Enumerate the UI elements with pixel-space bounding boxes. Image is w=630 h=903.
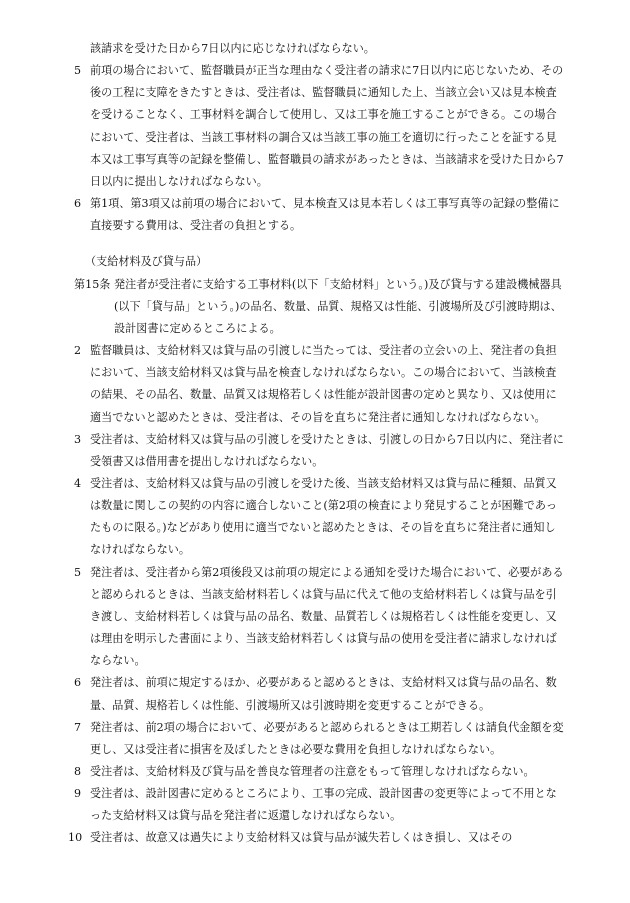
item-text: 発注者は、前2項の場合において、必要があると認められるときは工期若しくは請負代金額を変更し、又は受注者に損害を及ぼしたときは必要な費用を負担しなければならない。: [90, 720, 564, 756]
article-paragraph: [74, 274, 564, 340]
list-item: [74, 783, 564, 827]
list-item: [74, 672, 564, 716]
continuation-text-content: 該請求を受けた日から7日以内に応じなければならない。: [90, 42, 375, 55]
item-number: 3: [74, 432, 82, 446]
document-body: [68, 38, 564, 850]
list-item: [74, 761, 564, 783]
list-item: [74, 340, 564, 429]
item-number: 4: [74, 476, 82, 490]
item-text: 発注者は、受注者から第2項後段又は前項の規定による通知を受けた場合において、必要があると認められるときは、当該支給材料若しくは貸与品に代えて他の支給材料若しくは貸与品を引き渡し、支給材料若しくは貸与品の品名、数量、品質若しくは規格若しくは性能を変更し、又は理由を明示した書面により、当該支給材料若しくは貸与品の使用を受注者に請求しなければならない。: [90, 565, 564, 668]
item-text: 監督職員は、支給材料又は貸与品の引渡しに当たっては、受注者の立会いの上、発注者の負担において、当該支給材料又は貸与品を検査しなければならない。この場合において、当該検査の結果、その品名、数量、品質又は規格若しくは性能が設計図書の定めと異なり、又は使用に適当でないと認めたときは、受注者は、その旨を直ちに発注者に通知しなければならない。: [90, 344, 557, 424]
item-number: 9: [74, 787, 82, 801]
list-item: [74, 60, 564, 193]
item-text: 受注者は、支給材料又は貸与品の引渡しを受けた後、当該支給材料又は貸与品に種類、品質又は数量に関しこの契約の内容に適合しないこと(第2項の検査により発見することが困難であったものに限る。)などがあり使用に適当でないと認めたときは、その旨を直ちに発注者に通知しなければならない。: [90, 476, 557, 557]
item-number: 6: [74, 197, 82, 211]
list-item: [68, 827, 564, 849]
list-item: [74, 429, 564, 473]
item-number: 2: [74, 344, 82, 358]
list-item: [74, 193, 564, 237]
list-item: [74, 562, 564, 673]
item-text: 受注者は、設計図書に定めるところにより、工事の完成、設計図書の変更等によって不用となった支給材料又は貸与品を発注者に返還しなければならない。: [90, 787, 557, 823]
article-text: 発注者が受注者に支給する工事材料(以下「支給材料」という。)及び貸与する建設機械器具(以下「貸与品」という。)の品名、数量、品質、規格又は性能、引渡場所及び引渡時期は、設計図書に定めるところによる。: [114, 277, 562, 335]
section-gap: [74, 237, 564, 251]
item-text: 第1項、第3項又は前項の場合において、見本検査又は見本若しくは工事写真等の記録の整備に直接要する費用は、受注者の負担とする。: [90, 197, 560, 233]
section-heading: （支給材料及び貸与品）: [85, 255, 208, 269]
item-text: 前項の場合において、監督職員が正当な理由なく受注者の請求に7日以内に応じないため、その後の工程に支障をきたすときは、受注者は、監督職員に通知した上、当該立会い又は見本検査を受けることなく、工事材料を調合して使用し、又は工事を施工することができる。この場合において、受注者は、当該工事材料の調合又は当該工事の施工を適切に行ったことを証する見本又は工事写真等の記録を整備し、監督職員の請求があったときは、当該請求を受けた日から7日以内に提出しなければならない。: [90, 64, 564, 188]
item-number: 5: [74, 565, 82, 579]
continuation-text: [74, 38, 564, 60]
item-text: 受注者は、故意又は過失により支給材料又は貸与品が滅失若しくはき損し、又はその: [90, 831, 513, 845]
item-number: 7: [74, 720, 82, 734]
item-number: 5: [74, 64, 82, 78]
item-text: 受注者は、支給材料又は貸与品の引渡しを受けたときは、引渡しの日から7日以内に、発注者に受領書又は借用書を提出しなければならない。: [90, 432, 564, 468]
article-number: 第15条: [74, 277, 111, 291]
item-text: 受注者は、支給材料及び貸与品を善良な管理者の注意をもって管理しなければならない。: [90, 765, 535, 778]
item-number: 10: [68, 831, 83, 845]
item-number: 8: [74, 765, 82, 778]
list-item: [74, 473, 564, 562]
item-number: 6: [74, 676, 82, 690]
item-text: 発注者は、前項に規定するほか、必要があると認めるときは、支給材料又は貸与品の品名、数量、品質、規格若しくは性能、引渡場所又は引渡時期を変更することができる。: [90, 676, 557, 712]
list-item: [74, 717, 564, 761]
